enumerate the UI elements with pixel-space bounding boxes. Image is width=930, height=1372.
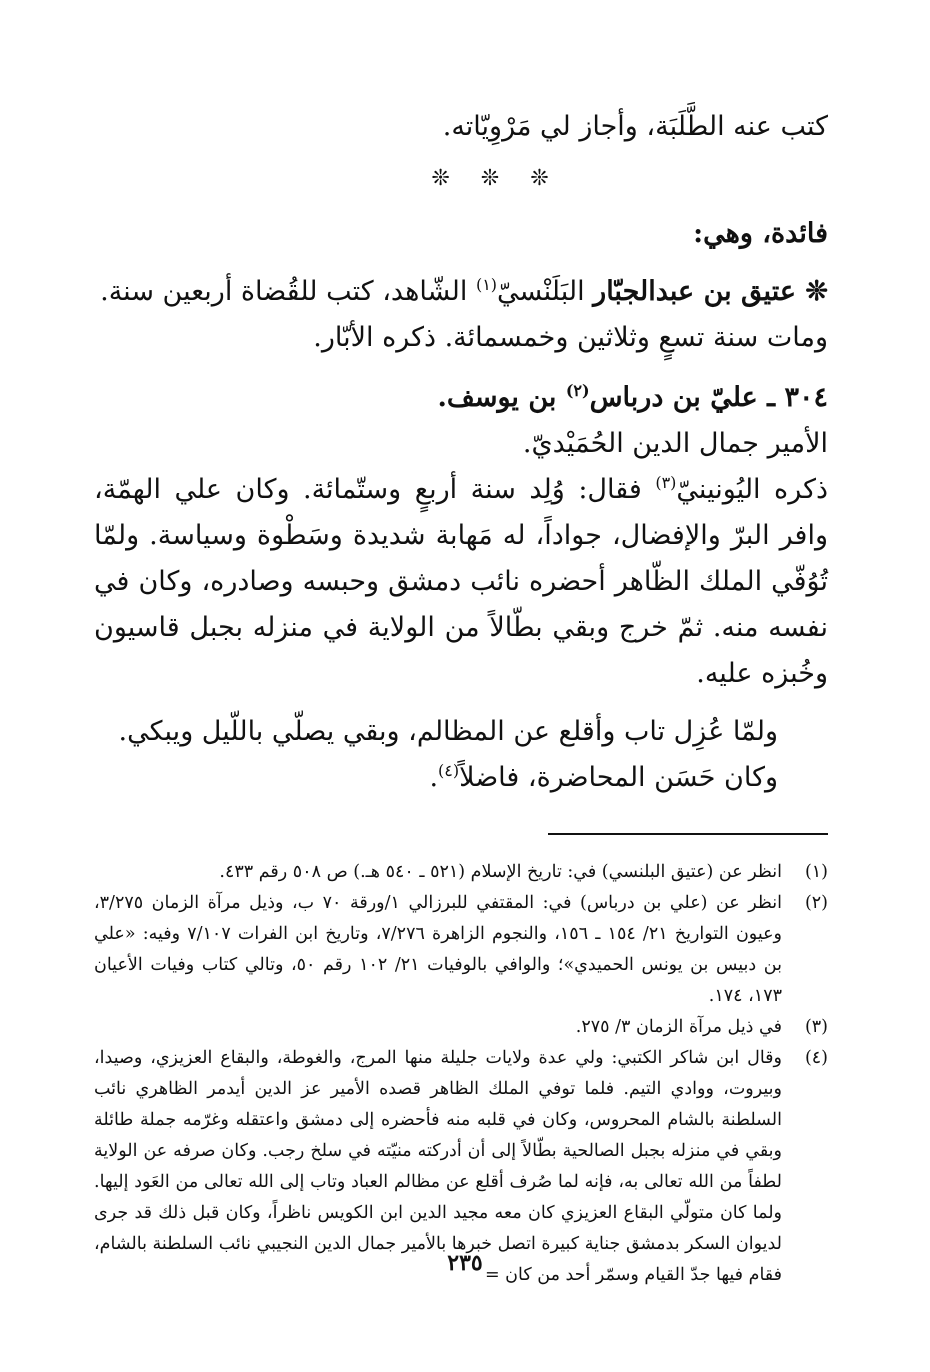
main-text xyxy=(94,104,828,801)
footnote-number: (٣) xyxy=(804,1017,828,1037)
faida-heading: فائدة، وهي: xyxy=(693,218,828,249)
footnote-number: (١) xyxy=(804,862,828,882)
footnote-text: وقال ابن شاكر الكتبي: ولي عدة ولايات جليلة منها المرج، والغوطة، والبقاع العزيزي، وصيدا، وبيروت، ووادي التيم. فلما توفي الملك الظاهر قصده الأمير عز الدين أيدمر الظاهري نائب السلطنة بالشام المحروس، وكان في قلبه منه فأحضره إلى دمشق واعتقله وغرّمه جملة طائلة وبقي في منزله بجبل الصالحية بطّالاً إلى أن أدركته منيّته في سلخ رجب. وكان صرفه عن الولاية لطفاً من الله تعالى به، فإنه لما صُرف أقلع عن مظالم العباد وتاب إلى الله تعالى من العَود إليها. ولما كان متولّي البقاع العزيزي كان معه مجيد الدين ابن الكويس ناظراً، وكان قبل ذلك قد جرى لديوان السكر بدمشق جناية كبيرة اتصل خبرها بالأمير جمال الدين النجيبي نائب السلطنة بالشام، فقام فيها جدّ القيام وسمّر أحد من كان = xyxy=(94,1048,782,1285)
footnote-ref-4: (٤) xyxy=(438,761,460,780)
entry-heading xyxy=(94,375,828,421)
entry-title-end: بن يوسف. xyxy=(437,382,566,413)
atiq-name: ❊ عتيق بن عبدالجبّار xyxy=(593,276,828,307)
footnote-text: انظر عن (علي بن درباس) في: المقتفي للبرزالي ١/ورقة ٧٠ ب، وذيل مرآة الزمان ٣/٢٧٥، وعيون التواريخ ٢١/ ١٥٤ ـ ١٥٦، والنجوم الزاهرة ٧/٢٧٦، وتاريخ ابن الفرات ٧/١٠٧ وفيه: «علي بن دبيس بن يونس الحميدي»؛ والوافي بالوفيات ٢١/ ١٠٢ رقم ٥٠، وتالي كتاب وفيات الأعيان ١٧٣، ١٧٤. xyxy=(94,893,783,1006)
entry-title: ٣٠٤ ـ عليّ بن درباس xyxy=(589,382,828,413)
atiq-entry xyxy=(94,269,828,315)
footnotes xyxy=(94,857,828,1291)
footnote-ref-3: (٣) xyxy=(655,473,677,492)
footnote xyxy=(94,857,828,888)
biography-rest: فقال: وُلِد سنة أربعٍ وستّمائة. وكان علي الهمّة، وافر البرّ والإفضال، جواداً، له مَهابة شديدة وسَطْوة وسياسة. ولمّا تُوُفّي الملك الظّاهر أحضره نائب دمشق وحبسه وصادره، وكان في نفسه منه. ثمّ خرج وبقي بطّالاً من الولاية في منزله بجبل قاسيون وخُبزه عليه. xyxy=(94,474,828,689)
footnote-ref-2: (٢) xyxy=(565,381,590,400)
footnote-text: انظر عن (عتيق البلنسي) في: تاريخ الإسلام (٥٢١ ـ ٥٤٠ هـ.) ص ٥٠٨ رقم ٤٣٣. xyxy=(219,862,782,882)
biography-paragraph xyxy=(94,467,828,697)
text-line-1: كتب عنه الطَّلَبَة، وأجاز لي مَرْوِيّاته. xyxy=(442,111,828,142)
page-number: ٢٣٥ xyxy=(447,1250,483,1276)
closing-period: . xyxy=(429,762,439,793)
atiq-nisba: البَلَنْسيّ xyxy=(497,276,594,307)
footnote xyxy=(94,1012,828,1043)
spacer xyxy=(94,257,828,269)
footnote xyxy=(94,888,828,1012)
atiq-rest: الشّاهد، كتب للقُضاة أربعين سنة. xyxy=(100,276,476,307)
footnote-divider xyxy=(548,833,828,835)
footnote-text: في ذيل مرآة الزمان ٣/ ٢٧٥. xyxy=(575,1017,782,1037)
spacer xyxy=(94,361,828,375)
biography-start: ذكره اليُونينيّ xyxy=(676,474,828,505)
closing-line xyxy=(94,755,828,801)
amir-line: الأمير جمال الدين الحُمَيْديّ. xyxy=(522,428,828,459)
footnote-number: (٤) xyxy=(804,1048,828,1068)
footnote-number: (٢) xyxy=(804,893,828,913)
section-separator: ❊ ❊ ❊ xyxy=(431,166,561,191)
atiq-line-2: ومات سنة تسعٍ وثلاثين وخمسمائة. ذكره الأبّار. xyxy=(313,322,828,353)
repentance-line: ولمّا عُزِل تاب وأقلع عن المظالم، وبقي يصلّي باللّيل ويبكي. xyxy=(118,716,778,747)
page-body xyxy=(94,104,828,1291)
footnote-ref-1: (١) xyxy=(475,275,498,294)
closing-text: وكان حَسَن المحاضرة، فاضلاً xyxy=(459,762,778,793)
spacer xyxy=(94,697,828,709)
